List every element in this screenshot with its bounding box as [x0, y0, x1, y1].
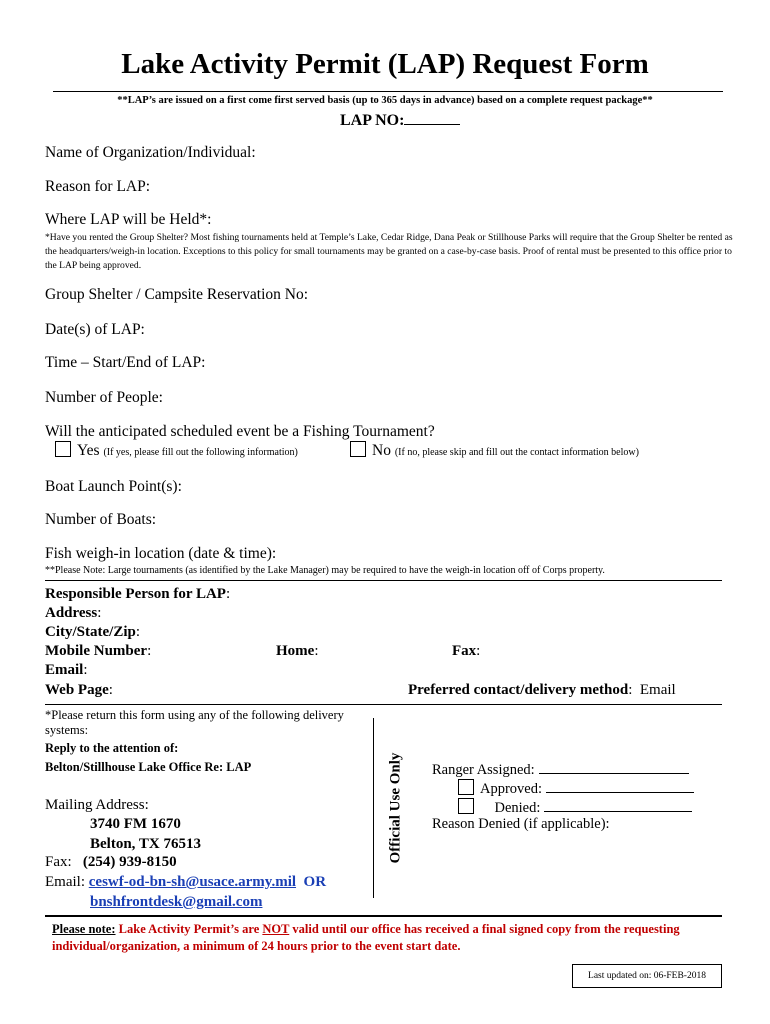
email-label: Email — [45, 662, 84, 678]
organization-field[interactable]: Name of Organization/Individual: — [45, 144, 256, 161]
warning-text-a: Lake Activity Permit’s are — [118, 922, 260, 936]
approved-row[interactable] — [458, 778, 694, 798]
footer-rule — [45, 915, 722, 917]
official-use-heading-wrap — [376, 718, 416, 898]
contact-rule — [45, 580, 722, 581]
city-field[interactable]: City/State/Zip: — [45, 624, 141, 640]
office-name: Belton/Stillhouse Lake Office Re: LAP — [45, 760, 252, 774]
lap-number — [340, 110, 460, 130]
form-title: Lake Activity Permit (LAP) Request Form — [121, 48, 649, 80]
address-label: Address — [45, 605, 98, 621]
dates-field[interactable]: Date(s) of LAP: — [45, 321, 145, 338]
preferred-contact-label: Preferred contact/delivery method — [408, 682, 629, 698]
email-line-secondary — [90, 894, 262, 911]
lap-number-blank[interactable] — [404, 110, 460, 125]
responsible-label: Responsible Person for LAP — [45, 586, 226, 602]
no-label: No — [372, 442, 391, 459]
yes-checkbox[interactable] — [55, 441, 71, 457]
yes-label: Yes — [77, 442, 100, 459]
email-link-secondary[interactable]: bnshfrontdesk@gmail.com — [90, 894, 263, 910]
reservation-field[interactable]: Group Shelter / Campsite Reservation No: — [45, 286, 309, 303]
denied-row[interactable] — [458, 797, 692, 817]
fax-line-label: Fax: — [45, 854, 72, 870]
home-label: Home — [276, 643, 315, 659]
mailing-address-label: Mailing Address: — [45, 797, 149, 813]
official-use-heading: Official Use Only — [387, 752, 404, 864]
approved-label: Approved: — [480, 781, 543, 797]
last-updated-box: Last updated on: 06-FEB-2018 — [572, 964, 722, 988]
address-field[interactable]: Address: — [45, 605, 102, 621]
location-field[interactable]: Where LAP will be Held*: — [45, 211, 212, 228]
validity-warning — [52, 921, 742, 955]
title-rule — [53, 91, 723, 92]
web-page-field[interactable]: Web Page: — [45, 682, 113, 698]
reply-attention: Reply to the attention of: — [45, 741, 179, 755]
weigh-in-field[interactable]: Fish weigh-in location (date & time): — [45, 545, 277, 562]
home-field[interactable]: Home: — [276, 643, 319, 659]
group-shelter-note: *Have you rented the Group Shelter? Most fishing tournaments held at Temple’s Lake, Cedar Ridge, Dana Peak or Stillhouse Parks will require that the Group Shelter be rented as the headquarters/weigh-in location. Exceptions to this policy for small tournaments may be granted on a case-by-case basis. Proof of rental must be presented to this office prior to the LAP being approved. — [45, 232, 733, 271]
ranger-assigned[interactable] — [432, 759, 689, 779]
lap-number-label: LAP NO: — [340, 112, 405, 129]
boats-field[interactable]: Number of Boats: — [45, 511, 157, 528]
yes-note: (If yes, please fill out the following information) — [103, 447, 298, 458]
email-line — [45, 874, 326, 891]
mobile-label: Mobile Number — [45, 643, 148, 659]
web-page-label: Web Page — [45, 682, 109, 698]
warning-not: NOT — [262, 922, 290, 936]
city-label: City/State/Zip — [45, 624, 136, 640]
time-field[interactable]: Time – Start/End of LAP: — [45, 354, 206, 371]
no-checkbox[interactable] — [350, 441, 366, 457]
weigh-in-note: **Please Note: Large tournaments (as identified by the Lake Manager) may be required to have the weigh-in location off of Corps property. — [45, 565, 605, 576]
email-link-primary[interactable]: ceswf-od-bn-sh@usace.army.mil — [88, 874, 297, 890]
reason-field[interactable]: Reason for LAP: — [45, 178, 151, 195]
first-come-notice: **LAP’s are issued on a first come first served basis (up to 365 days in advance) based on a complete request package** — [117, 95, 653, 106]
email-or: OR — [303, 874, 327, 890]
mailing-street: 3740 FM 1670 — [90, 816, 181, 832]
denied-label: Denied: — [494, 800, 541, 816]
ranger-line[interactable] — [539, 759, 689, 774]
denied-checkbox[interactable] — [458, 798, 474, 814]
mailing-city: Belton, TX 76513 — [90, 836, 201, 852]
people-field[interactable]: Number of People: — [45, 389, 163, 406]
fax-field[interactable]: Fax: — [452, 643, 481, 659]
email-field[interactable]: Email: — [45, 662, 88, 678]
yes-option[interactable] — [55, 441, 298, 460]
warning-text-b: valid until our office has received a final signed copy from the requesting individual/organization, a minimum of 24 hours prior to the event start date. — [52, 922, 680, 953]
boat-launch-field[interactable]: Boat Launch Point(s): — [45, 478, 182, 495]
denied-line[interactable] — [544, 797, 692, 812]
fishing-question: Will the anticipated scheduled event be a Fishing Tournament? — [45, 423, 435, 440]
approved-line[interactable] — [546, 778, 694, 793]
email-line-label: Email: — [45, 874, 85, 890]
please-note-label: Please note: — [52, 922, 116, 936]
no-note: (If no, please skip and fill out the contact information below) — [394, 447, 639, 458]
mobile-field[interactable]: Mobile Number: — [45, 643, 152, 659]
no-option[interactable] — [350, 441, 639, 460]
responsible-person-field[interactable]: Responsible Person for LAP: — [45, 586, 231, 602]
delivery-rule — [45, 704, 722, 705]
reason-denied[interactable]: Reason Denied (if applicable): — [432, 816, 610, 832]
fax-number: (254) 939-8150 — [82, 854, 177, 870]
delivery-instructions: *Please return this form using any of the following delivery systems: — [45, 708, 344, 737]
preferred-contact-field[interactable]: Preferred contact/delivery method: Email — [408, 682, 676, 698]
ranger-label: Ranger Assigned: — [432, 762, 535, 778]
official-use-divider — [373, 718, 374, 898]
fax-line — [45, 854, 177, 871]
approved-checkbox[interactable] — [458, 779, 474, 795]
preferred-contact-value: Email — [639, 682, 676, 698]
fax-label: Fax — [452, 643, 477, 659]
